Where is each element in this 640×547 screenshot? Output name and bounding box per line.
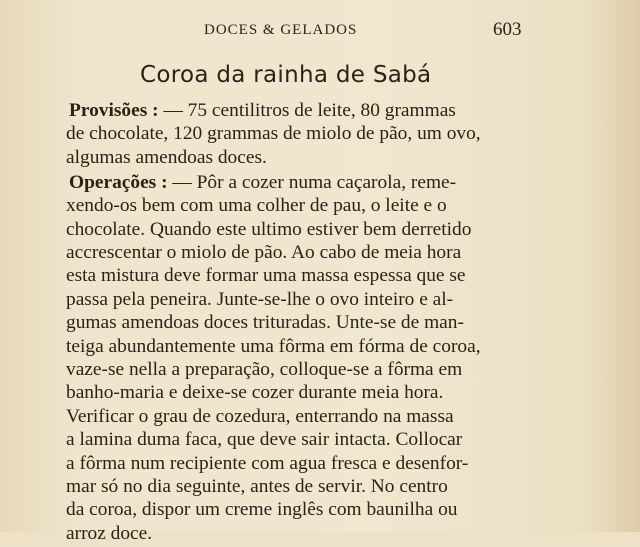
text-line: vaze-se nella a preparação, colloque-se a fôrma em: [66, 358, 463, 380]
recipe-body: [66, 99, 536, 547]
provisoes-label: Provisões :: [69, 100, 159, 121]
text-line: a fôrma num recipiente com agua fresca e desenfor-: [66, 452, 469, 474]
operacoes-paragraph: [66, 171, 536, 546]
page-header: [0, 19, 640, 44]
text-line-content: — 75 centilitros de leite, 80 grammas: [163, 100, 456, 121]
text-line: esta mistura deve formar uma massa espessa que se: [66, 265, 466, 287]
text-line-content: — Pôr a cozer numa caçarola, reme-: [172, 171, 457, 193]
text-line: chocolate. Quando este ultimo estiver bem derretido: [66, 218, 472, 240]
text-line: a lamina duma faca, que deve sair intacta. Collocar: [66, 429, 463, 451]
text-line: banho-maria e deixe-se cozer durante meia hora.: [66, 382, 444, 404]
text-line: algumas amendoas doces.: [66, 146, 267, 168]
text-line: mar só no dia seguinte, antes de servir. No centro: [66, 476, 448, 497]
text-line: [66, 171, 536, 194]
text-line: Verificar o grau de cozedura, enterrando na massa: [66, 405, 454, 427]
text-line: de chocolate, 120 grammas de miolo de pão, um ovo,: [66, 123, 481, 145]
provisoes-paragraph: [66, 99, 536, 169]
text-line: da coroa, dispor um creme inglês com baunilha ou: [66, 499, 458, 521]
page-number: 603: [493, 19, 522, 40]
text-line: teiga abundantemente uma fôrma em fórma de coroa,: [66, 335, 481, 357]
text-line: xendo-os bem com uma colher de pau, o leite e o: [66, 195, 447, 217]
text-line: [66, 99, 536, 122]
text-line: arroz doce.: [66, 522, 153, 544]
operacoes-label: Operações :: [69, 171, 168, 193]
text-line: passa pela peneira. Junte-se-lhe o ovo inteiro e al-: [66, 288, 454, 310]
recipe-title: Coroa da rainha de Sabá: [140, 62, 432, 88]
text-line: gumas amendoas doces trituradas. Unte-se de man-: [66, 312, 464, 334]
running-head: DOCES & GELADOS: [204, 22, 358, 38]
text-line: accrescentar o miolo de pão. Ao cabo de meia hora: [66, 241, 462, 263]
